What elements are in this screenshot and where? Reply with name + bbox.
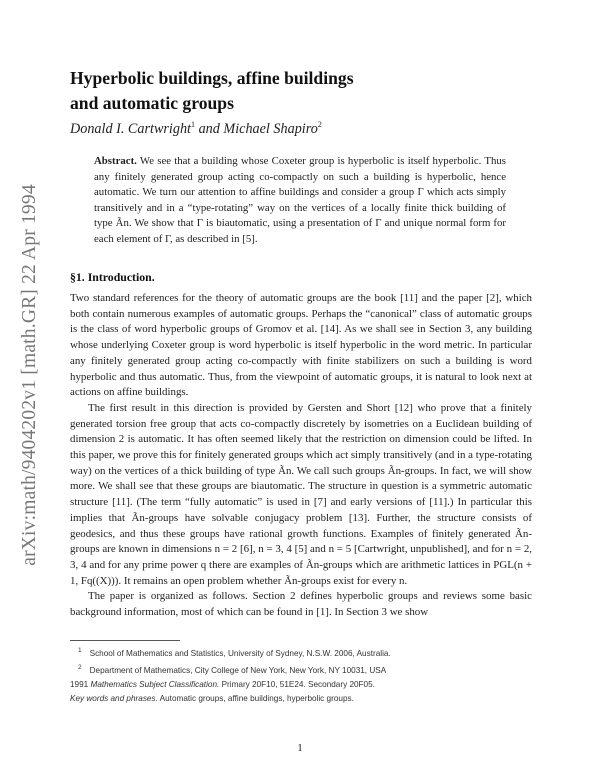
footnote-2	[70, 661, 540, 678]
footnote-1	[70, 644, 540, 661]
author-conjunction: and	[195, 121, 224, 137]
body-text	[70, 291, 532, 621]
author-2: Michael Shapiro	[223, 121, 318, 137]
footnote-1-mark: 1	[78, 647, 82, 654]
footnotes	[70, 644, 540, 706]
title-line-2: and automatic groups	[70, 93, 234, 113]
section-heading: §1. Introduction.	[70, 270, 155, 284]
paragraph-1: Two standard references for the theory of automatic groups are the book [11] and the paper [2], which both contain numerous examples of automatic groups. Perhaps the “canonical” class of automatic groups is the class of word hyperbolic groups of Gromov et al. [14]. As we shall see in Section 3, any building whose underlying Coxeter group is word hyperbolic is itself hyperbolic in the word metric. In particular any finitely generated group acting co-compactly with finite stabilizers on such a building is word hyperbolic and thus automatic. Thus, from the viewpoint of automatic groups, it is natural to look next at actions on affine buildings.	[70, 292, 532, 399]
msc-text: Primary 20F10, 51E24. Secondary 20F05.	[221, 680, 375, 689]
abstract-text: We see that a building whose Coxeter group is hyperbolic is itself hyperbolic. Thus any finitely generated group acting co-compactly on such a building is hyperbolic, hence automatic. We turn our attention to affine buildings and consider a group Γ which acts simply transitively and in a “type-rotating” way on the vertices of a locally finite thick building of type Ãn. We show that Γ is biautomatic, using a presentation of Γ and unique normal form for each element of Γ, as described in [5].	[94, 155, 506, 245]
keywords-text: Automatic groups, affine buildings, hyperbolic groups.	[159, 694, 354, 703]
keywords-label: Key words and phrases.	[70, 694, 158, 703]
msc-classification	[70, 678, 540, 692]
author-2-footnote-mark: 2	[317, 120, 322, 129]
author-line	[70, 120, 322, 138]
keywords	[70, 692, 540, 706]
footnote-divider	[70, 640, 180, 641]
footnote-2-mark: 2	[78, 664, 82, 671]
page-number: 1	[297, 742, 303, 754]
footnote-2-text: Department of Mathematics, City College of New York, New York, NY 10031, USA	[89, 666, 387, 675]
paragraph-3: The paper is organized as follows. Section 2 defines hyperbolic groups and reviews some basic background information, most of which can be found in [1]. In Section 3 we show	[70, 590, 532, 619]
arxiv-sidebar-stamp	[14, 160, 46, 590]
paper-title	[70, 66, 540, 116]
abstract	[94, 154, 506, 247]
title-line-1: Hyperbolic buildings, affine buildings	[70, 68, 354, 88]
msc-label: Mathematics Subject Classification.	[90, 680, 220, 689]
abstract-label: Abstract.	[94, 155, 137, 167]
msc-year: 1991	[70, 680, 89, 689]
arxiv-identifier: arXiv:math/9404202v1 [math.GR] 22 Apr 1994	[19, 184, 40, 566]
author-1-footnote-mark: 1	[191, 120, 196, 129]
paragraph-2: The first result in this direction is provided by Gersten and Short [12] who prove that a finitely generated torsion free group that acts co-compactly discretely by isometries on a Euclidean building of dimension 2 is automatic. It has often seemed likely that the restriction on dimension could be lifted. In this paper, we prove this for finitely generated groups which act simply transitively (and in a type-rotating way) on the vertices of a thick building of type Ãn. We call such groups Ãn-groups. In fact, we will show more. We shall see that these groups are biautomatic. The structure in question is a symmetric automatic structure [11]. (The term “fully automatic” is used in [7] and early versions of [11].) In particular this implies that Ãn-groups have solvable conjugacy problem [13]. Further, the structure consists of geodesics, and thus these groups have rational growth functions. Examples of finitely generated Ãn-groups are known in dimensions n = 2 [6], n = 3, 4 [5] and n = 5 [Cartwright, unpublished], and for n = 2, 3, 4 and for any prime power q there are examples of Ãn-groups which are arithmetic lattices in PGL(n + 1, Fq((X))). It remains an open problem whether Ãn-groups exist for every n.	[70, 401, 532, 587]
author-1: Donald I. Cartwright	[70, 121, 192, 137]
footnote-1-text: School of Mathematics and Statistics, University of Sydney, N.S.W. 2006, Australia.	[89, 649, 391, 658]
